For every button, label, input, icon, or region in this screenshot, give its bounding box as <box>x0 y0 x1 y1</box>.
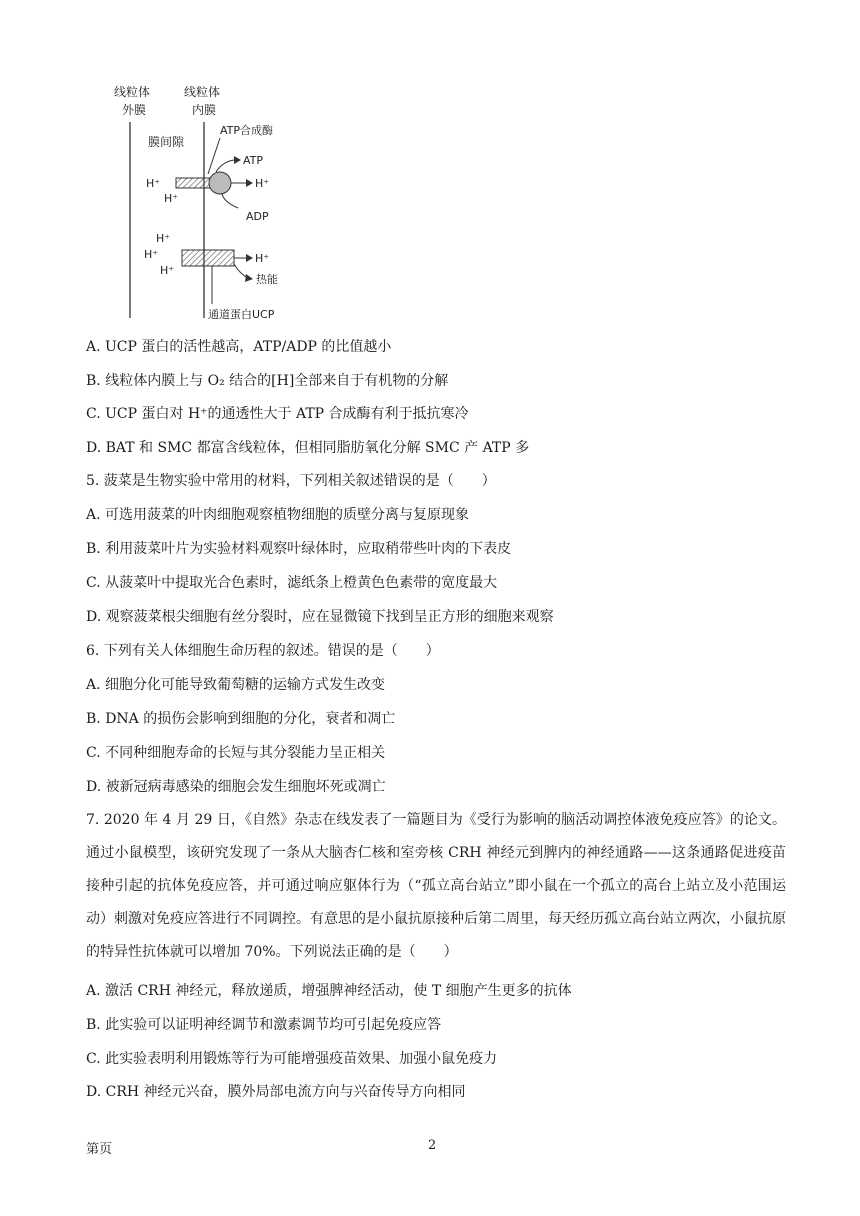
adp-label: ADP <box>246 210 269 223</box>
q6-option-a: A. 细胞分化可能导致葡萄糖的运输方式发生改变 <box>86 677 386 693</box>
q5-option-d: D. 观察菠菜根尖细胞有丝分裂时，应在显微镜下找到呈正方形的细胞来观察 <box>86 609 554 625</box>
q6-stem: 6. 下列有关人体细胞生命历程的叙述。错误的是（ ） <box>86 643 440 659</box>
heat-label: 热能 <box>256 273 278 286</box>
h-out-arrowhead-1 <box>246 179 253 187</box>
q6-option-c: C. 不同种细胞寿命的长短与其分裂能力呈正相关 <box>86 745 386 761</box>
h-plus-right-1: H⁺ <box>255 177 270 190</box>
heat-arrowhead <box>245 274 253 282</box>
q5-option-b: B. 利用菠菜叶片为实验材料观察叶绿体时，应取稍带些叶肉的下表皮 <box>86 541 512 557</box>
q7-stem: 7. 2020 年 4 月 29 日，《自然》杂志在线发表了一篇题目为《受行为影响的脑活动调控体液免疫应答》的论文。通过小鼠模型，该研究发现了一条从大脑杏仁核和室旁核 CRH 神经元到脾内的神经通路——这条通路促进疫苗接种引起的抗体免疫应答，并可通过响应躯体行为（“孤立高台站立”即小鼠在一个孤立的高台上站立及小范围运动）刺激对免疫应答进行不同调控。有意思的是小鼠抗原接种后第二周里，每天经历孤立高台站立两次，小鼠抗原的特异性抗体就可以增加 70%。下列说法正确的是（ ） <box>86 812 786 960</box>
q7-option-a: A. 激活 CRH 神经元，释放递质，增强脾神经活动，使 T 细胞产生更多的抗体 <box>86 983 572 999</box>
q5-option-c: C. 从菠菜叶中提取光合色素时，滤纸条上橙黄色色素带的宽度最大 <box>86 575 498 591</box>
q7-option-b: B. 此实验可以证明神经调节和激素调节均可引起免疫应答 <box>86 1017 442 1033</box>
inner-membrane-label-2: 内膜 <box>192 103 217 117</box>
q4-option-c: C. UCP 蛋白对 H⁺的通透性大于 ATP 合成酶有利于抵抗寒冷 <box>86 406 469 422</box>
q5-option-a: A. 可选用菠菜的叶肉细胞观察植物细胞的质壁分离与复原现象 <box>86 507 470 523</box>
atp-label: ATP <box>243 154 264 167</box>
q7-option-c: C. 此实验表明利用锻炼等行为可能增强疫苗效果、加强小鼠免疫力 <box>86 1051 498 1067</box>
footer-page-number: 2 <box>428 1138 437 1153</box>
h-out-arrowhead-2 <box>246 254 253 262</box>
q6-option-d: D. 被新冠病毒感染的细胞会发生细胞坏死或凋亡 <box>86 779 386 795</box>
intermembrane-space-label: 膜间隙 <box>148 135 185 149</box>
atp-arrow <box>216 160 234 172</box>
h-plus-left-4: H⁺ <box>144 248 159 261</box>
q4-option-d: D. BAT 和 SMC 都富含线粒体，但相同脂肪氧化分解 SMC 产 ATP 多 <box>86 440 530 456</box>
inner-membrane-label-1: 线粒体 <box>184 85 221 99</box>
q6-option-b: B. DNA 的损伤会影响到细胞的分化，衰者和凋亡 <box>86 711 396 727</box>
h-plus-left-5: H⁺ <box>160 264 175 277</box>
ucp-channel <box>182 250 234 266</box>
q5-stem: 5. 菠菜是生物实验中常用的材料，下列相关叙述错误的是（ ） <box>86 473 496 489</box>
ucp-label: 通道蛋白UCP <box>208 308 275 321</box>
mitochondria-membrane-diagram <box>100 78 320 328</box>
adp-arrow <box>222 194 238 208</box>
h-plus-left-3: H⁺ <box>156 232 171 245</box>
q4-option-a: A. UCP 蛋白的活性越高，ATP/ADP 的比值越小 <box>86 339 392 355</box>
h-plus-left-1: H⁺ <box>146 177 161 190</box>
h-plus-left-2: H⁺ <box>164 192 179 205</box>
atp-arrowhead <box>234 156 241 164</box>
outer-membrane-label-2: 外膜 <box>122 103 147 117</box>
atp-synthase-label: ATP合成酶 <box>220 124 274 137</box>
outer-membrane-label-1: 线粒体 <box>114 85 151 99</box>
q4-option-b: B. 线粒体内膜上与 O₂ 结合的[H]全部来自于有机物的分解 <box>86 373 449 389</box>
footer-page-label: 第页 <box>86 1142 113 1157</box>
atp-synthase-head <box>209 172 231 194</box>
q7-option-d: D. CRH 神经元兴奋，膜外局部电流方向与兴奋传导方向相同 <box>86 1084 466 1100</box>
h-plus-right-2: H⁺ <box>255 252 270 265</box>
